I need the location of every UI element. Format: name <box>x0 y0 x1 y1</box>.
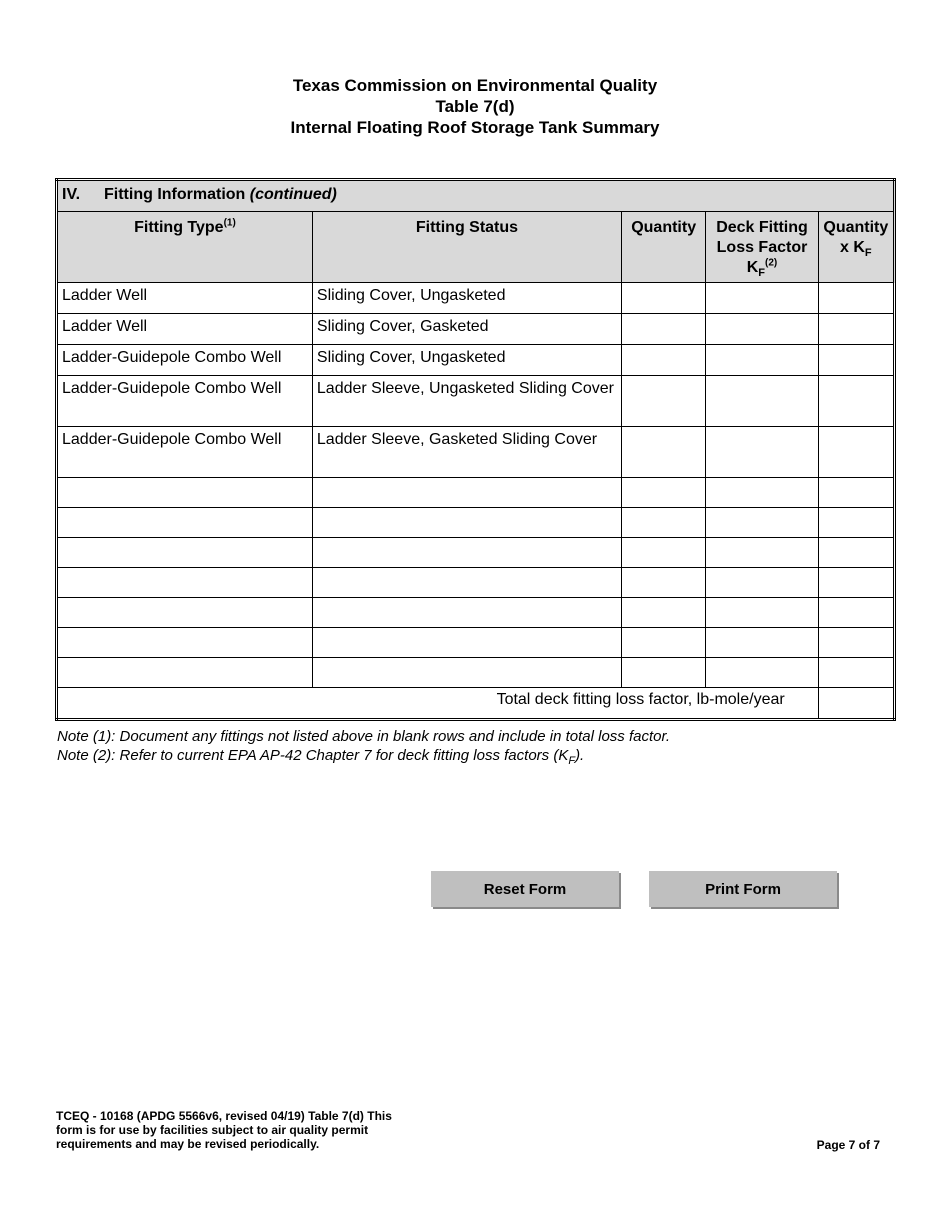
print-form-button[interactable]: Print Form <box>649 871 837 907</box>
col-fitting-status: Fitting Status <box>312 212 621 283</box>
quantity-field[interactable] <box>622 314 706 345</box>
section-header <box>57 180 895 212</box>
blank-row <box>57 568 895 598</box>
quantity-field[interactable] <box>622 345 706 376</box>
fitting-status-field[interactable] <box>312 568 621 598</box>
blank-row <box>57 478 895 508</box>
note-1: Note (1): Document any fittings not listed above in blank rows and include in total loss factor. <box>57 728 671 745</box>
reset-form-button[interactable]: Reset Form <box>431 871 619 907</box>
table-row <box>57 427 895 478</box>
blank-row <box>57 508 895 538</box>
total-loss-factor-field[interactable] <box>818 688 894 720</box>
document-title <box>0 75 950 138</box>
fitting-type-field[interactable] <box>57 658 313 688</box>
notes <box>57 728 670 765</box>
fitting-type-cell: Ladder-Guidepole Combo Well <box>57 345 313 376</box>
fitting-status-cell: Sliding Cover, Ungasketed <box>312 283 621 314</box>
quantity-x-kf-field[interactable] <box>818 283 894 314</box>
loss-factor-field[interactable] <box>706 598 818 628</box>
quantity-x-kf-field[interactable] <box>818 345 894 376</box>
loss-factor-field[interactable] <box>706 508 818 538</box>
quantity-field[interactable] <box>622 283 706 314</box>
fitting-type-cell: Ladder-Guidepole Combo Well <box>57 376 313 427</box>
quantity-x-kf-field[interactable] <box>818 314 894 345</box>
blank-row <box>57 658 895 688</box>
column-headers <box>57 212 895 283</box>
quantity-x-kf-field[interactable] <box>818 478 894 508</box>
fitting-type-field[interactable] <box>57 628 313 658</box>
section-title: Fitting Information <box>104 186 246 203</box>
page-number: Page 7 of 7 <box>816 1138 880 1152</box>
total-row <box>57 688 895 720</box>
quantity-field[interactable] <box>622 508 706 538</box>
fitting-status-field[interactable] <box>312 508 621 538</box>
quantity-field[interactable] <box>622 376 706 427</box>
fitting-type-field[interactable] <box>57 568 313 598</box>
table-row <box>57 376 895 427</box>
fitting-status-cell: Sliding Cover, Ungasketed <box>312 345 621 376</box>
quantity-field[interactable] <box>622 658 706 688</box>
col-quantity-x-kf: Quantity x $K_F$ <box>818 212 894 283</box>
fitting-status-field[interactable] <box>312 658 621 688</box>
table-title: Internal Floating Roof Storage Tank Summary <box>290 118 660 137</box>
fitting-type-field[interactable] <box>57 478 313 508</box>
loss-factor-field[interactable] <box>706 345 818 376</box>
fitting-type-field[interactable] <box>57 508 313 538</box>
quantity-x-kf-field[interactable] <box>818 508 894 538</box>
table-row <box>57 283 895 314</box>
fitting-type-cell: Ladder-Guidepole Combo Well <box>57 427 313 478</box>
fitting-status-cell: Sliding Cover, Gasketed <box>312 314 621 345</box>
fitting-info-table <box>55 178 896 721</box>
fitting-type-cell: Ladder Well <box>57 314 313 345</box>
fitting-type-field[interactable] <box>57 598 313 628</box>
blank-row <box>57 538 895 568</box>
fitting-status-field[interactable] <box>312 478 621 508</box>
quantity-field[interactable] <box>622 427 706 478</box>
section-number: IV. <box>62 186 81 203</box>
col-fitting-type: Fitting Type$^{(1)}$ <box>57 212 313 283</box>
blank-row <box>57 598 895 628</box>
quantity-x-kf-field[interactable] <box>818 568 894 598</box>
loss-factor-field[interactable] <box>706 427 818 478</box>
form-footer-info: TCEQ - 10168 (APDG 5566v6, revised 04/19) Table 7(d) This form is for use by facilities subject to air quality permit requirements and may be revised periodically. <box>56 1109 392 1151</box>
agency-name: Texas Commission on Environmental Quality <box>292 76 658 95</box>
quantity-x-kf-field[interactable] <box>818 427 894 478</box>
fitting-type-cell: Ladder Well <box>57 283 313 314</box>
quantity-field[interactable] <box>622 568 706 598</box>
col-quantity: Quantity <box>622 212 706 283</box>
loss-factor-field[interactable] <box>706 478 818 508</box>
quantity-field[interactable] <box>622 538 706 568</box>
quantity-x-kf-field[interactable] <box>818 538 894 568</box>
table-id: Table 7(d) <box>435 97 515 116</box>
fitting-status-field[interactable] <box>312 538 621 568</box>
table-row <box>57 345 895 376</box>
loss-factor-field[interactable] <box>706 314 818 345</box>
loss-factor-field[interactable] <box>706 658 818 688</box>
table-row <box>57 314 895 345</box>
fitting-status-cell: Ladder Sleeve, Ungasketed Sliding Cover <box>312 376 621 427</box>
loss-factor-field[interactable] <box>706 568 818 598</box>
fitting-status-field[interactable] <box>312 628 621 658</box>
quantity-x-kf-field[interactable] <box>818 628 894 658</box>
col-deck-fitting-loss-factor: Deck Fitting Loss Factor $K_F^{(2)}$ <box>706 212 818 283</box>
section-continued: (continued) <box>249 186 337 203</box>
blank-row <box>57 628 895 658</box>
quantity-x-kf-field[interactable] <box>818 598 894 628</box>
loss-factor-field[interactable] <box>706 376 818 427</box>
loss-factor-field[interactable] <box>706 538 818 568</box>
fitting-type-field[interactable] <box>57 538 313 568</box>
quantity-x-kf-field[interactable] <box>818 376 894 427</box>
total-label: Total deck fitting loss factor, lb-mole/year <box>57 688 819 720</box>
fitting-status-field[interactable] <box>312 598 621 628</box>
quantity-field[interactable] <box>622 598 706 628</box>
fitting-status-cell: Ladder Sleeve, Gasketed Sliding Cover <box>312 427 621 478</box>
note-2: Note (2): Refer to current EPA AP-42 Chapter 7 for deck fitting loss factors $(K_F)$. <box>57 746 585 767</box>
quantity-field[interactable] <box>622 478 706 508</box>
loss-factor-field[interactable] <box>706 283 818 314</box>
quantity-x-kf-field[interactable] <box>818 658 894 688</box>
quantity-field[interactable] <box>622 628 706 658</box>
loss-factor-field[interactable] <box>706 628 818 658</box>
